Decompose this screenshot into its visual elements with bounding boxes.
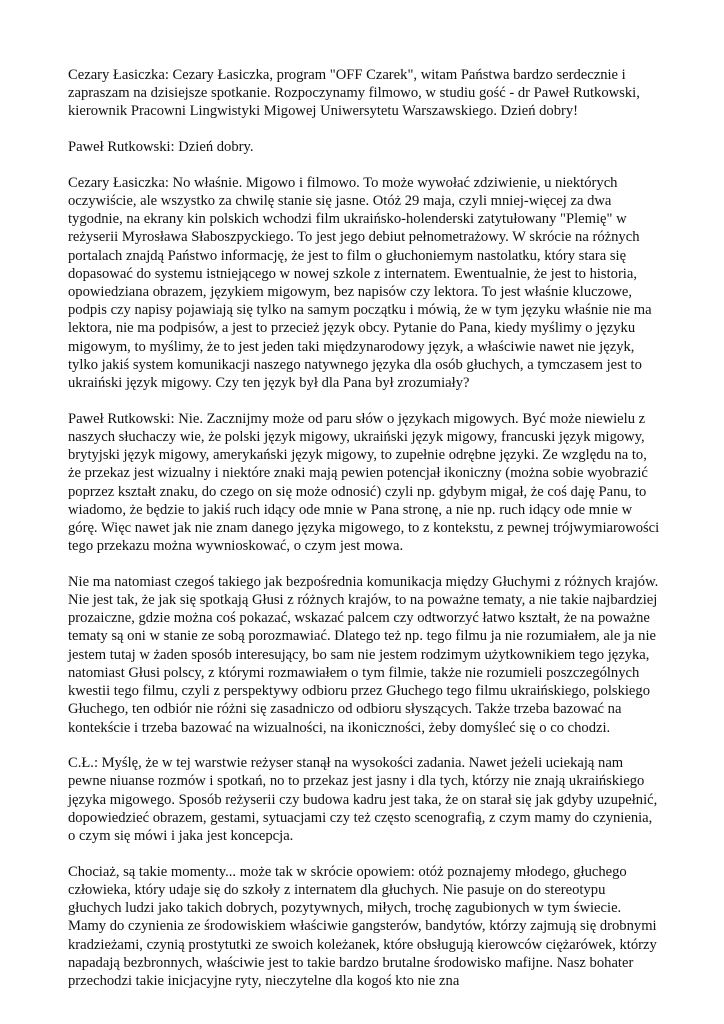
paragraph-question: Cezary Łasiczka: No właśnie. Migowo i filmowo. To może wywołać zdziwienie, u niektórych oczywiście, ale wszystko za chwilę stanie się jasne. Otóż 29 maja, czyli mniej-więcej za dwa tygodnie, na ekrany kin polskich wchodzi film ukraińsko-holenderski zatytułowany "Plemię" w reżyserii Myrosława Słaboszpyckiego. To jest jego debiut pełnometrażowy. W skrócie na różnych portalach znajdą Państwo informację, że jest to film o głuchoniemym nastolatku, który stara się dopasować do systemu istniejącego w nowej szkole z internatem. Ewentualnie, że jest to historia, opowiedziana obrazem, językiem migowym, bez napisów czy lektora. To jest właśnie kluczowe, podpis czy napisy pojawiają się tylko na samym początku i mówią, że w tym języku właśnie nie ma lektora, nie ma podpisów, a jest to przecież język obcy. Pytanie do Pana, kiedy myślimy o języku migowym, to myślimy, że to jest jeden taki międzynarodowy język, a właściwie nawet nie język, tylko jakiś system komunikacji naszego natywnego języka dla osób głuchych, a tymczasem jest to ukraiński język migowy. Czy ten język był dla Pana był zrozumiały? xyxy=(68,174,652,392)
paragraph-answer-continued: Nie ma natomiast czegoś takiego jak bezpośrednia komunikacja między Głuchymi z różnych krajów. Nie jest tak, że jak się spotkają Głusi z różnych krajów, to na poważne tematy, a nie takie najbardziej prozaiczne, gdzie można coś pokazać, wskazać palcem czy odtworzyć łatwo kształt, że na poważne tematy są oni w stanie ze sobą porozmawiać. Dlatego też np. tego filmu ja nie rozumiałem, ale ja nie jestem tutaj w żaden sposób interesujący, bo sam nie jestem rodzimym użytkownikiem tego języka, natomiast Głusi polscy, z którymi rozmawiałem o tym filmie, także nie rozumieli poszczególnych kwestii tego filmu, czyli z perspektywy odbioru przez Głuchego tego filmu ukraińskiego, polskiego Głuchego, ten odbiór nie różni się zasadniczo od odbioru słyszących. Także trzeba bazować na kontekście i trzeba bazować na wizualności, na ikoniczności, żeby domyśleć się o co chodzi. xyxy=(68,573,659,736)
paragraph-comment: C.Ł.: Myślę, że w tej warstwie reżyser stanął na wysokości zadania. Nawet jeżeli uciekają nam pewne niuanse rozmów i spotkań, no to przekaz jest jasny i dla tych, którzy nie znają ukraińskiego języka migowego. Sposób reżyserii czy budowa kadru jest taka, że on starał się jak gdyby uzupełnić, dopowiedzieć obrazem, gestami, sytuacjami czy też często scenografią, z czym mamy do czynienia, o czym się mówi i jaka jest koncepcja. xyxy=(68,755,658,845)
paragraph-intro: Cezary Łasiczka: Cezary Łasiczka, program "OFF Czarek", witam Państwa bardzo serdecznie i zapraszam na dzisiejsze spotkanie. Rozpoczynamy filmowo, w studiu gość - dr Paweł Rutkowski, kierownik Pracowni Lingwistyki Migowej Uniwersytetu Warszawskiego. Dzień dobry! xyxy=(68,67,640,120)
paragraph-answer: Paweł Rutkowski: Nie. Zacznijmy może od paru słów o językach migowych. Być może niewielu z naszych słuchaczy wie, że polski język migowy, ukraiński język migowy, francuski język migowy, brytyjski język migowy, amerykański język migowy, to zupełnie odrębne języki. Ze względu na to, że przekaz jest wizualny i niektóre znaki mają pewien potencjał ikoniczny (można sobie wyobrazić poprzez kształt znaku, do czego on się może odnosić) czyli np. gdybym migał, że coś daję Panu, to wiadomo, że będzie to jakiś ruch idący ode mnie w Pana stronę, a nie np. ruch idący ode mnie w górę. Więc nawet jak nie znam danego języka migowego, to z kontekstu, z pewnej trójwymiarowości tego przekazu można wywnioskować, o czym jest mowa. xyxy=(68,410,660,555)
paragraph-greeting: Paweł Rutkowski: Dzień dobry. xyxy=(68,139,254,156)
paragraph-summary: Chociaż, są takie momenty... może tak w skrócie opowiem: otóż poznajemy młodego, głuchego człowieka, który udaje się do szkoły z internatem dla głuchych. Nie pasuje on do stereotypu głuchych ludzi jako takich dobrych, pozytywnych, miłych, trochę zagubionych w tym świecie. Mamy do czynienia ze środowiskiem właściwie gangsterów, bandytów, którzy zajmują się drobnymi kradzieżami, czynią prostytutki ze swoich koleżanek, które obsługują kierowców ciężarówek, którzy napadają bezbronnych, właściwie jest to takie bardzo brutalne środowisko mafijne. Nasz bohater przechodzi takie inicjacyjne ryty, nieczytelne dla kogoś kto nie zna xyxy=(68,863,657,989)
document-page xyxy=(68,66,662,1008)
